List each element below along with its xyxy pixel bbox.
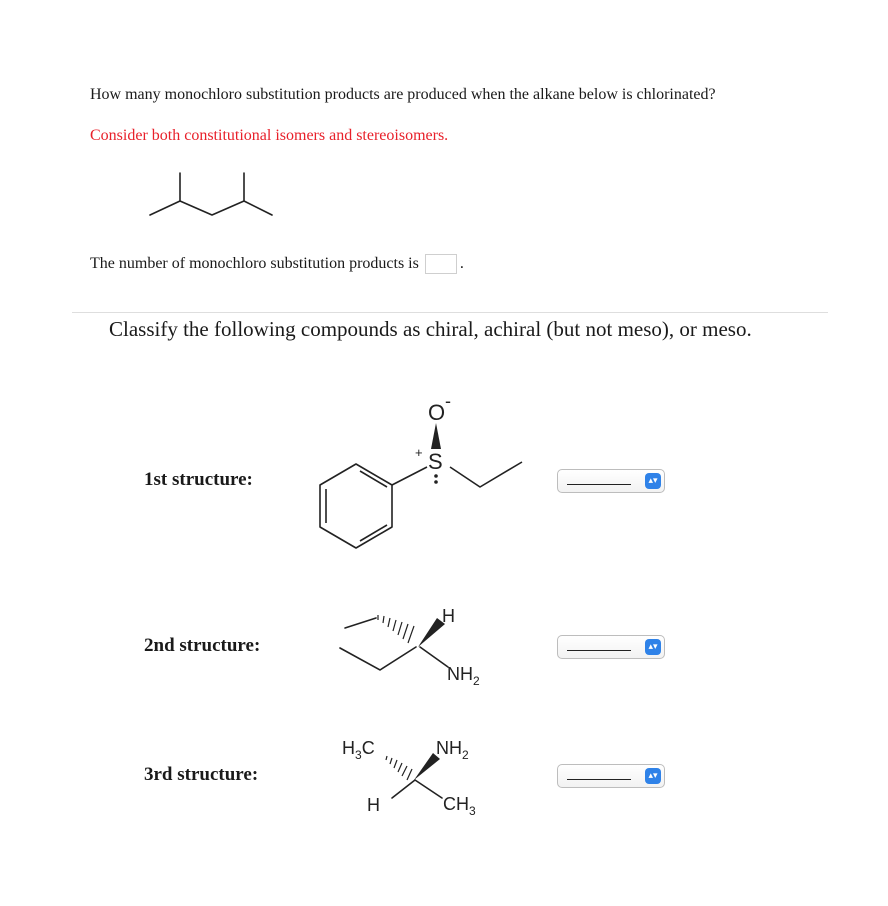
- amine-nh: NH: [436, 738, 462, 758]
- hashed-wedge: [386, 756, 412, 780]
- structure-2-amine: [330, 600, 510, 695]
- amine-bond: [420, 647, 448, 667]
- methyl-right-subscript: 3: [469, 804, 476, 818]
- hydrogen-atom: H: [367, 795, 380, 815]
- hydrogen-bond: [392, 780, 415, 798]
- amine-group: [447, 664, 480, 688]
- structure-2-select[interactable]: [557, 635, 665, 659]
- up-down-chevron-icon: ▴▾: [645, 639, 661, 655]
- structure-1-label: 1st structure:: [144, 469, 253, 490]
- structure-3-select[interactable]: [557, 764, 665, 788]
- methyl-left-group: [342, 738, 375, 762]
- ethyl-chain: [450, 462, 522, 487]
- answer-input[interactable]: [425, 254, 457, 274]
- answer-line: [90, 254, 464, 274]
- structure-3-label: 3rd structure:: [144, 764, 259, 785]
- sulfur-oxygen-wedge: [431, 423, 441, 449]
- up-down-chevron-icon: ▴▾: [645, 473, 661, 489]
- sulfur-charge: +: [415, 445, 423, 460]
- hydrogen-wedge: [418, 618, 445, 647]
- hint-text: Consider both constitutional isomers and stereoisomers.: [90, 127, 449, 144]
- structure-2-select-value: [567, 650, 631, 651]
- oxygen-charge: -: [445, 395, 451, 411]
- amine-nh: NH: [447, 664, 473, 684]
- methyl-left-c: C: [361, 738, 375, 758]
- methyl-right-group: [443, 794, 476, 818]
- structure-2-label: 2nd structure:: [144, 635, 261, 656]
- methyl-bond: [345, 618, 376, 628]
- answer-period: .: [459, 255, 464, 272]
- answer-label: The number of monochloro substitution products is: [90, 255, 419, 272]
- hydrogen-atom: H: [442, 606, 455, 626]
- methyl-right-bond: [415, 780, 442, 798]
- ring-to-sulfur-bond: [392, 467, 427, 485]
- amine-group: [436, 738, 469, 762]
- sulfur-atom: S: [428, 449, 443, 474]
- sulfur-lone-pair-bottom: [434, 480, 438, 484]
- methyl-left-subscript: 3: [355, 748, 362, 762]
- sulfur-lone-pair-top: [434, 474, 438, 478]
- alkane-main-chain: [150, 201, 272, 215]
- ethyl-bond: [340, 647, 416, 670]
- section-divider: [72, 312, 828, 313]
- up-down-chevron-icon: ▴▾: [645, 768, 661, 784]
- benzene-ring: [320, 464, 392, 548]
- structure-1-select[interactable]: [557, 469, 665, 493]
- structure-3-amine: [330, 730, 520, 825]
- methyl-left-h: H: [342, 738, 355, 758]
- classify-instruction: Classify the following compounds as chiral, achiral (but not meso), or meso.: [109, 317, 752, 341]
- structure-1-select-value: [567, 484, 631, 485]
- structure-1-sulfoxide: [300, 395, 540, 565]
- amine-subscript: 2: [473, 674, 480, 688]
- oxygen-atom: O: [428, 400, 446, 425]
- methyl-right-ch: CH: [443, 794, 469, 814]
- hashed-wedge: [378, 615, 414, 643]
- question-text: How many monochloro substitution products are produced when the alkane below is chlorinated?: [90, 86, 716, 103]
- amine-subscript: 2: [462, 748, 469, 762]
- structure-3-select-value: [567, 779, 631, 780]
- alkane-structure: [140, 165, 280, 235]
